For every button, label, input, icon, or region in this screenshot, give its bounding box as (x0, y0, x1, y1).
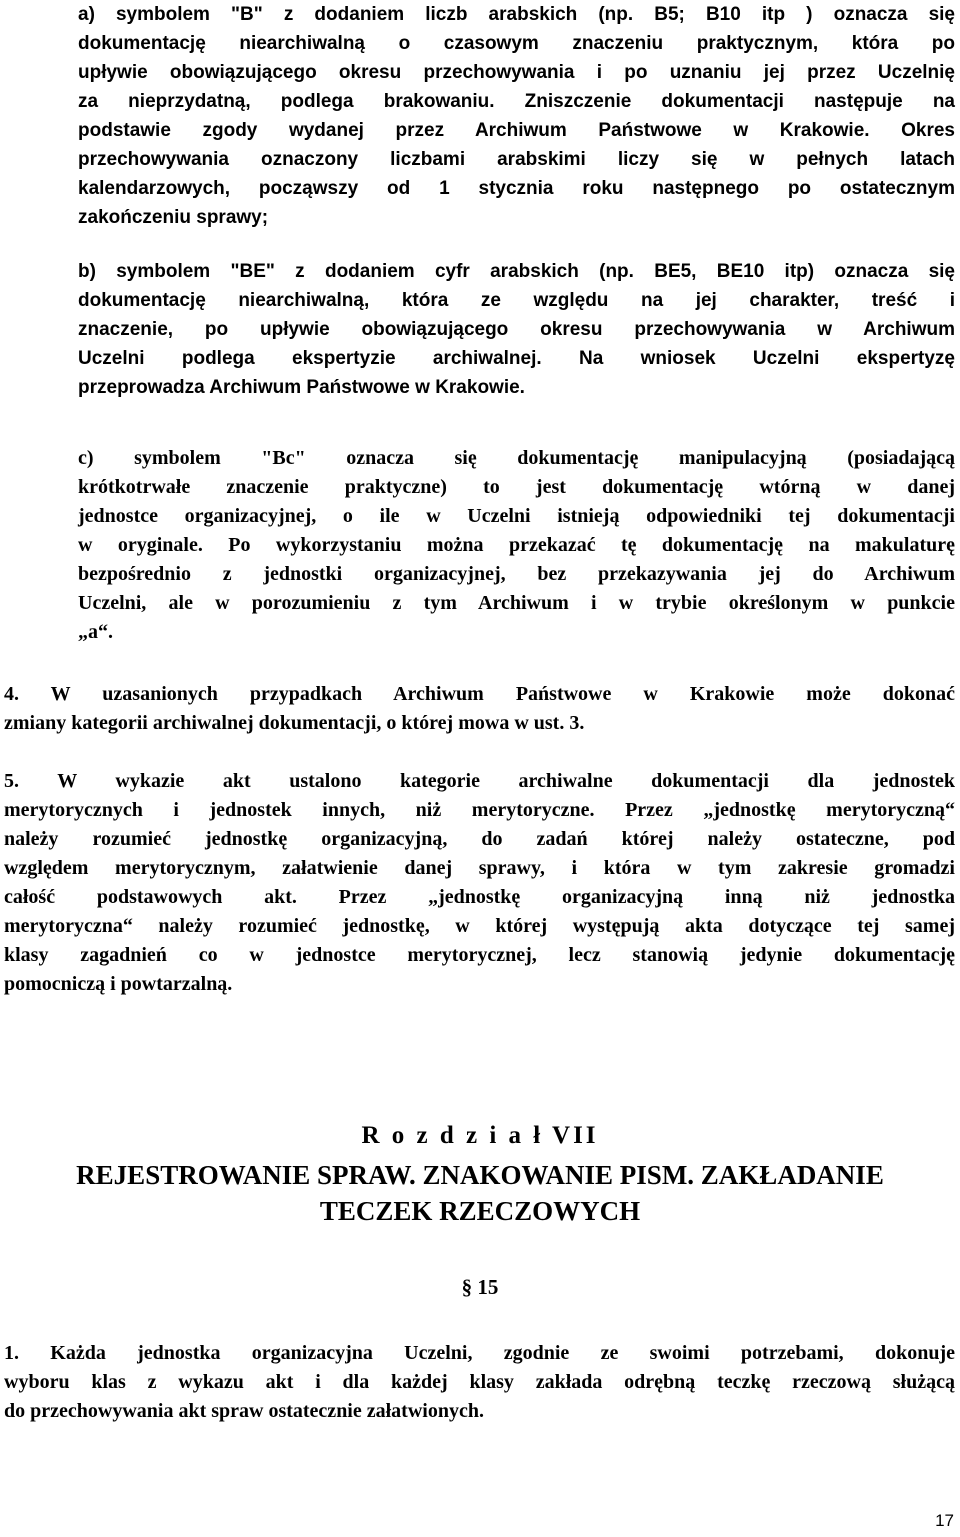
text-line: 4. W uzasanionych przypadkach Archiwum Państwowe w Krakowie może dokonać (4, 683, 955, 705)
text-line: dokumentację niearchiwalną, która ze względu na jej charakter, treść i (78, 290, 955, 311)
text-line: 1. Każda jednostka organizacyjna Uczelni, zgodnie ze swoimi potrzebami, dokonuje (4, 1342, 955, 1364)
text-line: c) symbolem "Bc" oznacza się dokumentację manipulacyjną (posiadającą (78, 447, 955, 469)
text-line: pomocniczą i powtarzalną. (4, 973, 233, 995)
text-line: należy rozumieć jednostkę organizacyjną, do zadań której należy ostateczne, pod (4, 828, 955, 850)
text-line: za nieprzydatną, podlega brakowaniu. Zniszczenie dokumentacji następuje na (78, 91, 955, 112)
text-line: całość podstawowych akt. Przez „jednostkę organizacyjną inną niż jednostka (4, 886, 955, 908)
text-line: upływie obowiązującego okresu przechowywania i po uznaniu jej przez Uczelnię (78, 62, 955, 83)
text-line: klasy zagadnień co w jednostce merytorycznej, lecz stanowią jedynie dokumentację (4, 944, 955, 966)
text-line: zakończeniu sprawy; (78, 207, 269, 228)
paragraph-b (78, 257, 955, 402)
text-line: przeprowadza Archiwum Państwowe w Krakowie. (78, 377, 525, 398)
paragraph-a (78, 0, 955, 232)
text-line: wyboru klas z wykazu akt i dla każdej klasy zakłada odrębną teczkę rzeczową służącą (4, 1371, 955, 1393)
text-line: b) symbolem "BE" z dodaniem cyfr arabskich (np. BE5, BE10 itp) oznacza się (78, 261, 955, 282)
text-line: a) symbolem "B" z dodaniem liczb arabskich (np. B5; B10 itp ) oznacza się (78, 4, 955, 25)
paragraph-c (78, 444, 955, 647)
text-line: krótkotrwałe znaczenie praktyczne) to jest dokumentację wtórną w danej (78, 476, 955, 498)
text-line: względem merytorycznym, załatwienie danej sprawy, i która w tym zakresie gromadzi (4, 857, 955, 879)
text-line: Uczelni, ale w porozumieniu z tym Archiwum i w trybie określonym w punkcie (78, 592, 955, 614)
text-line: zmiany kategorii archiwalnej dokumentacji, o której mowa w ust. 3. (4, 712, 585, 734)
chapter-label: R o z d z i a ł VII (361, 1122, 599, 1149)
text-line: merytoryczna“ należy rozumieć jednostkę, w której występują akta dotyczące tej samej (4, 915, 955, 937)
text-line: 5. W wykazie akt ustalono kategorie archiwalne dokumentacji dla jednostek (4, 770, 955, 792)
paragraph-15-point-1 (4, 1339, 955, 1426)
chapter-title-line: TECZEK RZECZOWYCH (319, 1196, 641, 1226)
text-line: kalendarzowych, począwszy od 1 stycznia roku następnego po ostatecznym (78, 178, 955, 199)
text-line: merytorycznych i jednostek innych, niż merytoryczne. Przez „jednostkę merytoryczną“ (4, 799, 955, 821)
text-line: w oryginale. Po wykorzystaniu można przekazać tę dokumentację na makulaturę (78, 534, 955, 556)
text-line: bezpośrednio z jednostki organizacyjnej, bez przekazywania jej do Archiwum (78, 563, 955, 585)
text-line: Uczelni podlega ekspertyzie archiwalnej. Na wniosek Uczelni ekspertyzę (78, 348, 955, 369)
point-4 (4, 680, 955, 738)
text-line: „a“. (78, 621, 113, 643)
text-line: do przechowywania akt spraw ostatecznie załatwionych. (4, 1400, 484, 1422)
paragraph-mark: § 15 (461, 1275, 499, 1299)
text-line: jednostce organizacyjnej, o ile w Uczelni istnieją odpowiedniki tej dokumentacji (78, 505, 955, 527)
text-line: znaczenie, po upływie obowiązującego okresu przechowywania w Archiwum (78, 319, 955, 340)
chapter-title-line: REJESTROWANIE SPRAW. ZNAKOWANIE PISM. ZAKŁADANIE (76, 1160, 884, 1190)
chapter-title (0, 1157, 960, 1229)
text-line: dokumentację niearchiwalną o czasowym znaczeniu praktycznym, która po (78, 33, 955, 54)
text-line: podstawie zgody wydanej przez Archiwum Państwowe w Krakowie. Okres (78, 120, 955, 141)
text-line: przechowywania oznaczony liczbami arabskimi liczy się w pełnych latach (78, 149, 955, 170)
point-5 (4, 767, 955, 999)
page-number: 17 (935, 1511, 954, 1530)
